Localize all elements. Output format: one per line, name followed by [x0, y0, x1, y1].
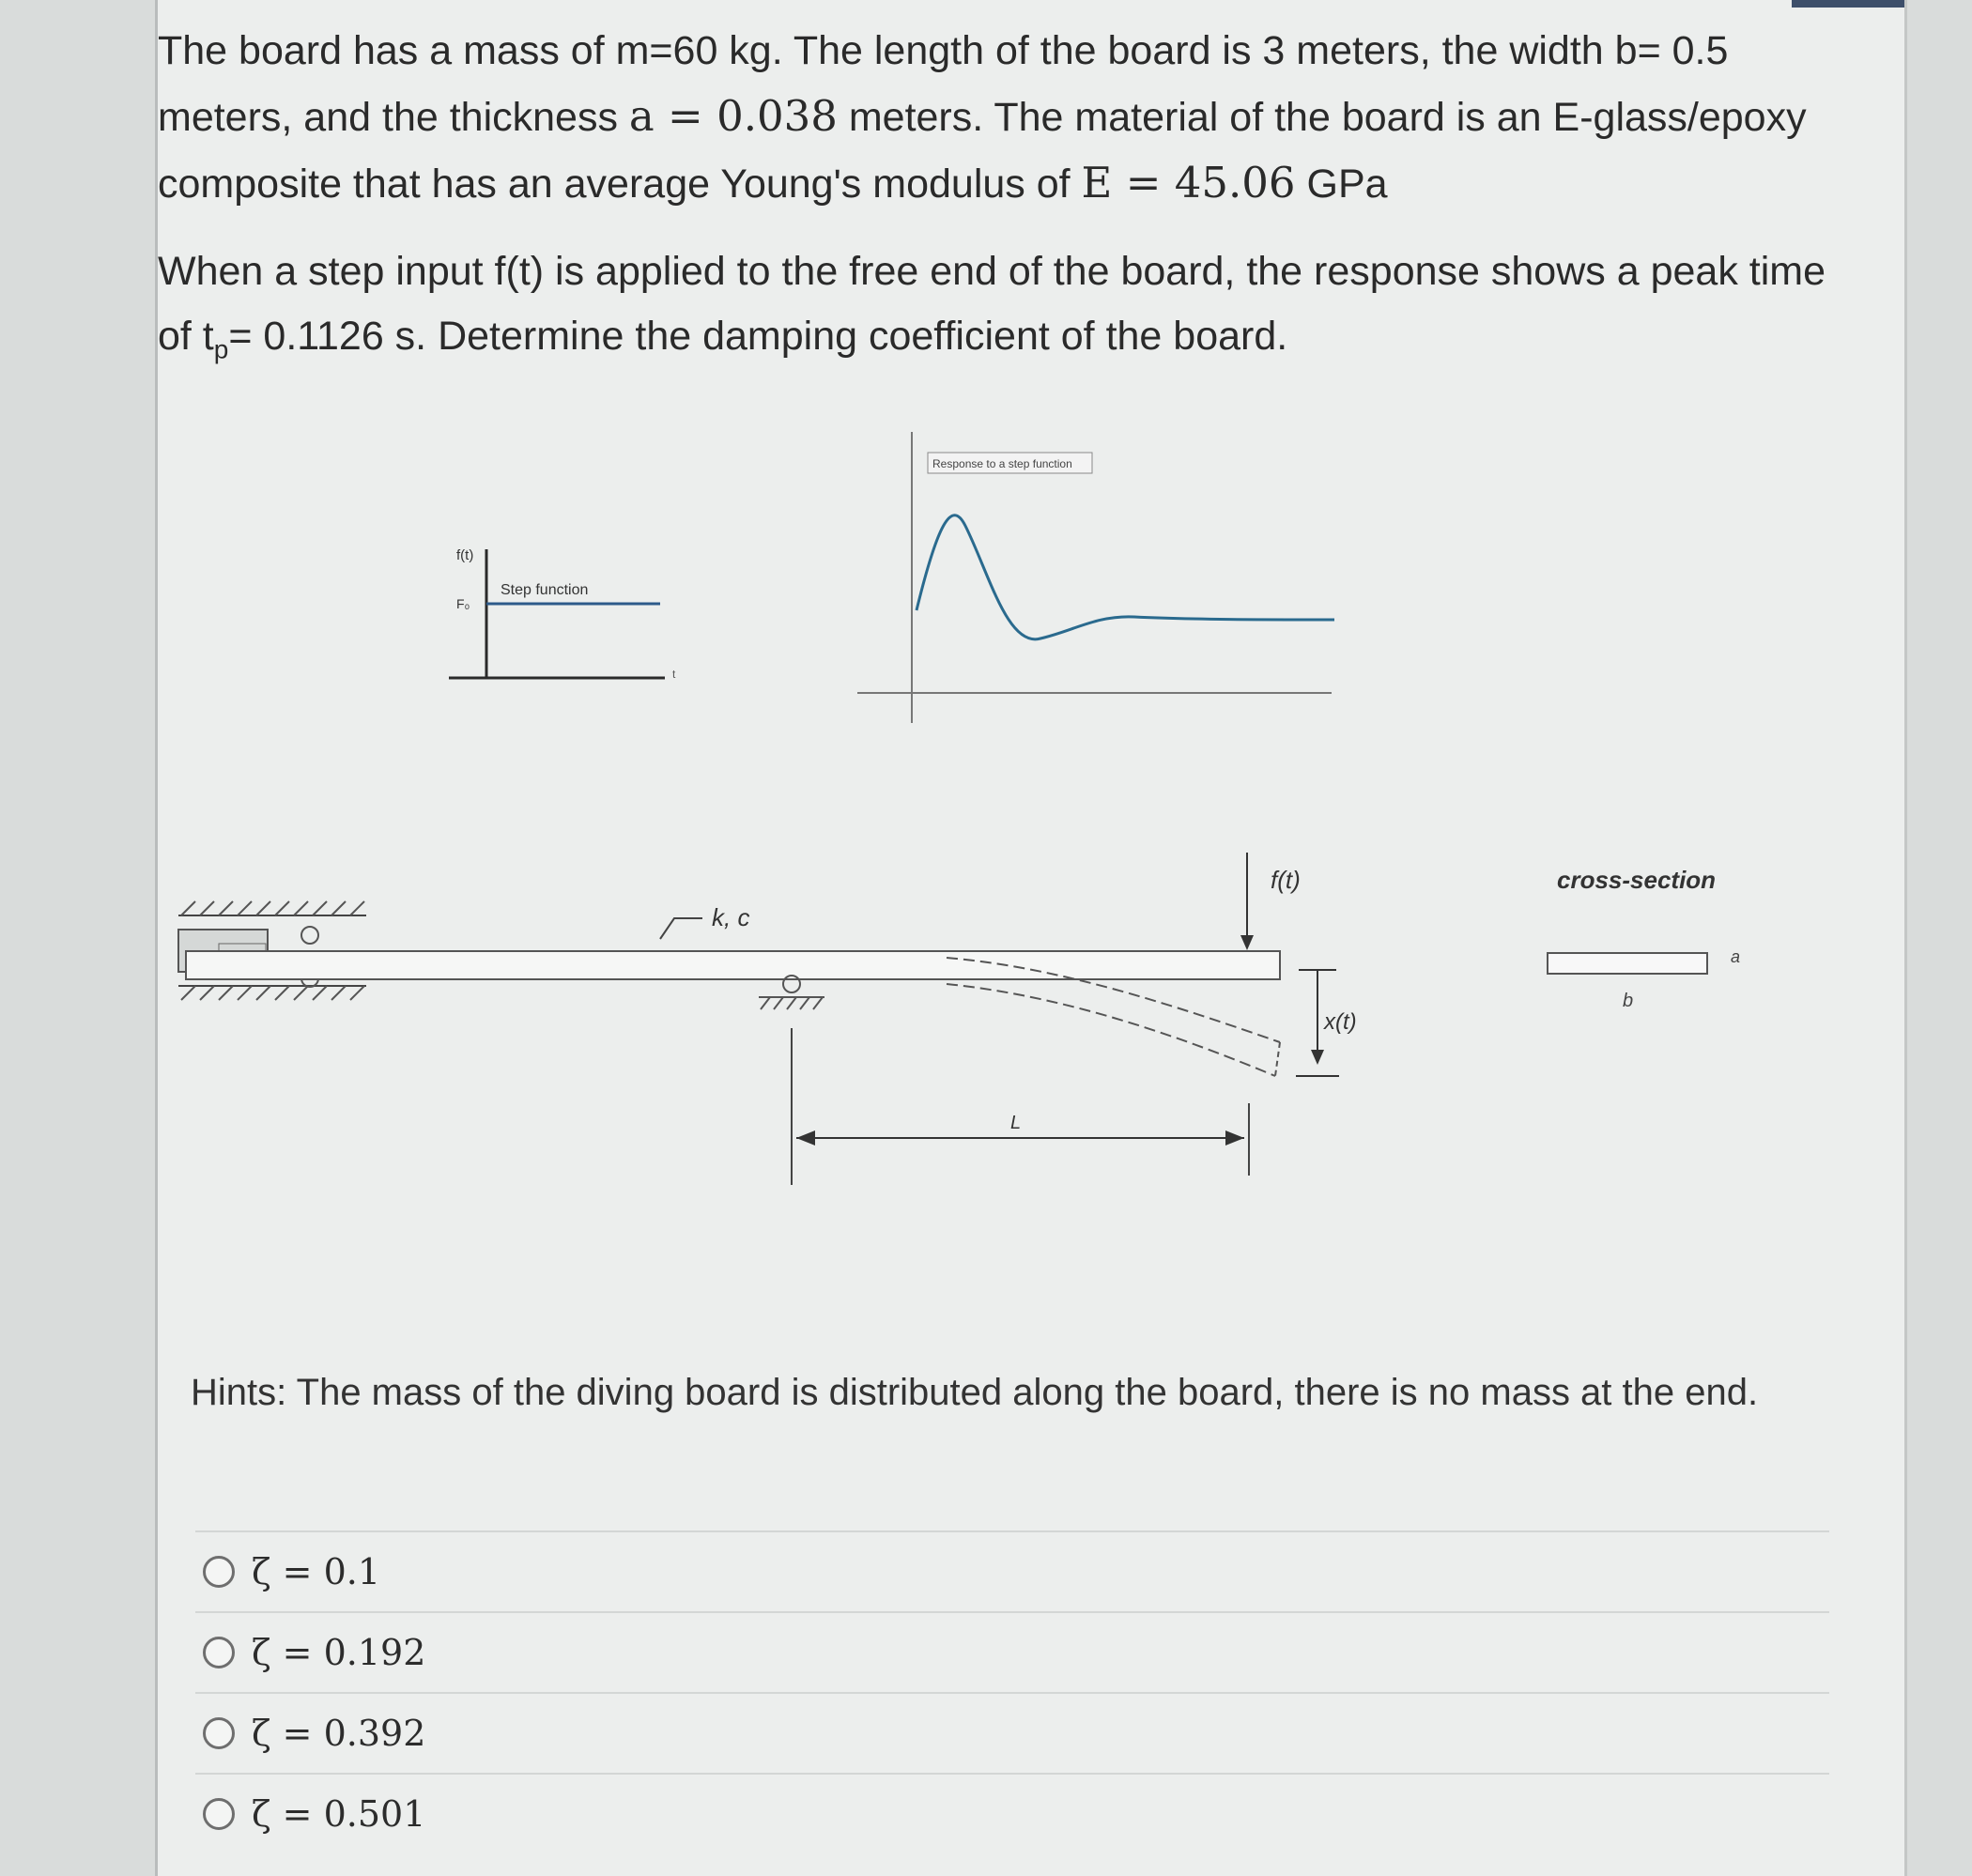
- answer-option-label[interactable]: ζ = 0.392: [252, 1713, 426, 1754]
- answer-options: [195, 1530, 1829, 1853]
- question-text-line: meters. The material of the board is an E-glass/epoxy: [837, 95, 1807, 140]
- deflected-board-bottom: [947, 984, 1275, 1076]
- radio-button[interactable]: [203, 1717, 235, 1749]
- question-text-line: GPa: [1295, 161, 1388, 207]
- question-text-line: When a step input f(t) is applied to the free end of the board, the response shows a peak time: [158, 249, 1826, 294]
- radio-button[interactable]: [203, 1637, 235, 1668]
- length-label: L: [1010, 1113, 1022, 1133]
- width-label: b: [1623, 991, 1634, 1011]
- response-title: Response to a step function: [932, 457, 1072, 470]
- answer-option-label[interactable]: ζ = 0.501: [252, 1793, 426, 1835]
- step-y-label: f(t): [456, 547, 474, 563]
- radio-button[interactable]: [203, 1798, 235, 1830]
- fulcrum-support: [759, 976, 824, 1009]
- diving-board-figure: [158, 0, 1904, 1221]
- peak-time-subscript: p: [213, 334, 229, 364]
- question-card: [155, 0, 1907, 1876]
- modulus-math: E = 45.06: [1081, 158, 1296, 208]
- length-arrow-left: [796, 1130, 815, 1146]
- spring-pointer: [660, 918, 702, 939]
- question-text-line: meters, and the thickness: [158, 95, 629, 140]
- radio-button[interactable]: [203, 1556, 235, 1588]
- step-title: Step function: [501, 582, 589, 598]
- cross-section-title: cross-section: [1557, 866, 1717, 894]
- force-label: f(t): [1271, 866, 1301, 894]
- answer-option[interactable]: [195, 1530, 1829, 1611]
- deflected-board-end: [1275, 1042, 1280, 1076]
- thickness-math: a = 0.038: [628, 91, 838, 141]
- answer-option[interactable]: [195, 1692, 1829, 1773]
- answer-option[interactable]: [195, 1611, 1829, 1692]
- deflection-label: x(t): [1324, 1009, 1357, 1035]
- answer-option-label[interactable]: ζ = 0.1: [252, 1551, 381, 1592]
- step-level-label: F₀: [456, 596, 470, 611]
- step-x-label: t: [672, 668, 676, 681]
- question-text-line: The board has a mass of m=60 kg. The length of the board is 3 meters, the width b= 0.5: [158, 28, 1729, 73]
- answer-option-label[interactable]: ζ = 0.192: [252, 1632, 426, 1673]
- deflection-arrowhead: [1311, 1050, 1324, 1065]
- spring-label: k, c: [712, 903, 750, 931]
- question-text-line: of t: [158, 314, 214, 359]
- question-text-line: = 0.1126 s. Determine the damping coefficient of the board.: [228, 314, 1288, 359]
- cross-section-rect: [1548, 953, 1707, 974]
- length-arrow-right: [1225, 1130, 1244, 1146]
- response-curve: [917, 515, 1334, 639]
- question-text-line: composite that has an average Young's modulus of: [158, 161, 1082, 207]
- diving-board: [186, 951, 1280, 979]
- thickness-label: a: [1731, 947, 1741, 966]
- force-arrowhead: [1240, 935, 1254, 950]
- hint-text: Hints: The mass of the diving board is distributed along the board, there is no mass at the end.: [191, 1372, 1759, 1413]
- step-function-plot: [449, 547, 676, 681]
- response-plot: [857, 432, 1334, 723]
- answer-option[interactable]: [195, 1773, 1829, 1853]
